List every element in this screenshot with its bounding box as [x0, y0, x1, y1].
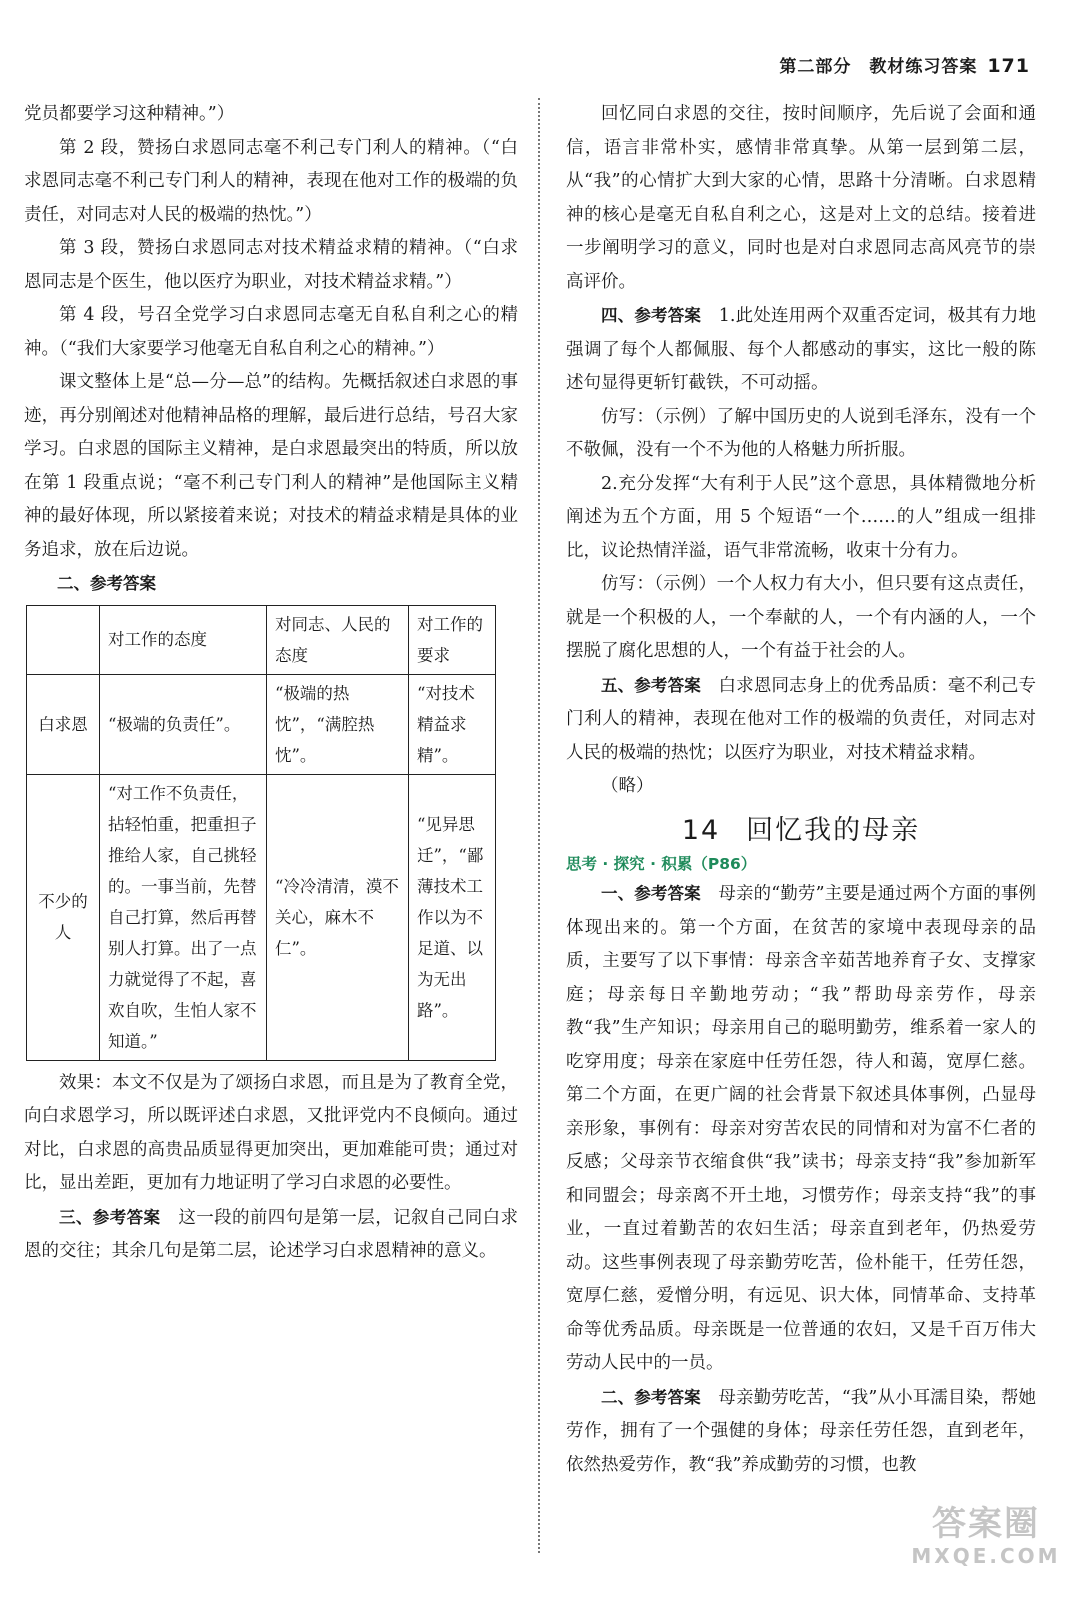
watermark-logo — [906, 1504, 1066, 1574]
section-text: 母亲的“勤劳”主要是通过两个方面的事例体现出来的。第一个方面，在贫苦的家境中表现母亲的品质，主要写了以下事情：母亲含辛茹苦地养育子女、支撑家庭；母亲每日辛勤地劳动；“我”帮助母亲劳作，母亲教“我”生产知识；母亲用自己的聪明勤劳，维系着一家人的吃穿用度；母亲在家庭中任劳任怨，待人和蔼，宽厚仁慈。第二个方面，在更广阔的社会背景下叙述具体事例，凸显母亲形象，事例有：母亲对穷苦农民的同情和对为富不仁者的反感；父母亲节衣缩食供“我”读书；母亲支持“我”参加新军和同盟会；母亲离不开土地，习惯劳作；母亲支持“我”的事业，一直过着勤苦的农妇生活；母亲直到老年，仍热爱劳动。这些事例表现了母亲勤劳吃苦，俭朴能干，任劳任怨，宽厚仁慈，爱憎分明，有远见、识大体，同情革命、支持革命等优秀品质。母亲既是一位普通的农妇，又是千百万伟大劳动人民中的一员。 — [566, 884, 1036, 1373]
page-number: 171 — [987, 55, 1030, 77]
paragraph: 第 2 段，赞扬白求恩同志毫不利己专门利人的精神。（“白求恩同志毫不利己专门利人的精神，表现在他对工作的极端的负责任，对同志对人民的极端的热忱。”） — [24, 137, 518, 225]
section-title: 二、参考答案 — [601, 1387, 701, 1407]
paragraph: 效果：本文不仅是为了颂扬白求恩，而且是为了教育全党，向白求恩学习，所以既评述白求恩，又批评党内不良倾向。通过对比，白求恩的高贵品质显得更加突出，更加难能可贵；通过对比，显出差距，更加有力地证明了学习白求恩的必要性。 — [24, 1072, 518, 1193]
table-row — [27, 774, 496, 1060]
paragraph — [566, 299, 1036, 401]
section-title: 四、参考答案 — [601, 306, 702, 325]
table-cell: “对技术精益求精”。 — [409, 674, 496, 774]
section-label: 思考 · 探究 · 积累（P86） — [566, 855, 757, 873]
lesson-title — [566, 814, 1036, 848]
answer-table — [26, 605, 496, 1061]
section-text: 白求恩同志身上的优秀品质：毫不利己专门利人的精神，表现在他对工作的极端的负责任，对同志对人民的极端的热忱；以医疗为职业，对技术精益求精。 — [566, 675, 1037, 763]
section-title: 一、参考答案 — [601, 884, 701, 903]
table-header-cell: 对同志、人民的态度 — [267, 605, 409, 674]
table-header-cell: 对工作的态度 — [100, 605, 267, 674]
paragraph — [566, 1381, 1036, 1483]
section-title: 五、参考答案 — [601, 675, 701, 695]
paragraph: 仿写：（示例）一个人权力有大小，但只要有这点责任，就是一个积极的人，一个奉献的人，一个有内涵的人，一个摆脱了腐化思想的人，一个有益于社会的人。 — [566, 574, 1036, 661]
lesson-number: 14 — [681, 814, 721, 846]
page-header — [779, 52, 1030, 77]
paragraph — [24, 1201, 518, 1269]
paragraph: 第 4 段，号召全党学习白求恩同志毫无自私自利之心的精神。（“我们大家要学习他毫无自私自利之心的精神。”） — [24, 305, 518, 359]
paragraph: 课文整体上是“总—分—总”的结构。先概括叙述白求恩的事迹，再分别阐述对他精神品格的理解，最后进行总结，号召大家学习。白求恩的国际主义精神，是白求恩最突出的特质，所以放在第 1 段重点说；“毫不利己专门利人的精神”是他国际主义精神的最好体现，所以紧接着来说；对技术的精益求精是具体的业务追求，放在后边说。 — [24, 372, 518, 560]
table-cell: “极端的负责任”。 — [100, 674, 267, 774]
paragraph: 回忆同白求恩的交往，按时间顺序，先后说了会面和通信，语言非常朴实，感情非常真挚。从第一层到第二层，从“我”的心情扩大到大家的心情，思路十分清晰。白求恩精神的核心是毫无自私自利之心，这是对上文的总结。接着进一步阐明学习的意义，同时也是对白求恩同志高风亮节的崇高评价。 — [566, 104, 1036, 292]
left-column — [24, 98, 518, 1269]
paragraph: 仿写：（示例）了解中国历史的人说到毛泽东，没有一个不敬佩，没有一个不为他的人格魅力所折服。 — [566, 406, 1036, 460]
watermark-text: 答案圈 — [932, 1504, 1040, 1544]
paragraph — [566, 669, 1036, 771]
paragraph: （略） — [601, 776, 654, 796]
section-text: 1.此处连用两个双重否定词，极其有力地强调了每个人都佩服、每个人都感动的事实，这比一般的陈述句显得更斩钉截铁，不可动摇。 — [566, 306, 1037, 393]
row-label: 白求恩 — [27, 674, 100, 774]
table-header-cell — [27, 605, 100, 674]
table-cell: “冷冷清清，漠不关心，麻木不仁”。 — [267, 774, 409, 1060]
section-text: 母亲勤劳吃苦，“我”从小耳濡目染，帮她劳作，拥有了一个强健的身体；母亲任劳任怨，直到老年，依然热爱劳作，教“我”养成勤劳的习惯，也教 — [566, 1387, 1036, 1475]
watermark-url: MXQE.COM — [911, 1544, 1061, 1568]
row-label: 不少的人 — [27, 774, 100, 1060]
right-column — [566, 98, 1036, 1482]
section-text: 这一段的前四句是第一层，记叙自己同白求恩的交往；其余几句是第二层，论述学习白求恩精神的意义。 — [24, 1207, 519, 1261]
column-divider — [538, 98, 540, 1553]
paragraph — [566, 877, 1036, 1381]
header-section: 第二部分 教材练习答案 — [779, 57, 978, 77]
paragraph: 党员都要学习这种精神。”） — [24, 104, 235, 124]
paragraph: 2.充分发挥“大有利于人民”这个意思，具体精微地分析阐述为五个方面，用 5 个短语“一个……的人”组成一组排比，议论热情洋溢，语气非常流畅，收束十分有力。 — [566, 473, 1036, 561]
table-cell: “对工作不负责任，拈轻怕重，把重担子推给人家，自己挑轻的。一事当前，先替自己打算，然后再替别人打算。出了一点力就觉得了不起，喜欢自吹，生怕人家不知道。” — [100, 774, 267, 1060]
table-cell: “极端的热忱”，“满腔热忱”。 — [267, 674, 409, 774]
paragraph: 第 3 段，赞扬白求恩同志对技术精益求精的精神。（“白求恩同志是个医生，他以医疗为职业，对技术精益求精。”） — [24, 238, 518, 292]
lesson-name: 回忆我的母亲 — [746, 814, 921, 846]
table-cell: “见异思迁”，“鄙薄技术工作以为不足道、以为无出路”。 — [409, 774, 496, 1060]
table-header-cell: 对工作的要求 — [409, 605, 496, 674]
table-header-row — [27, 605, 496, 674]
section-title: 二、参考答案 — [57, 574, 156, 593]
section-title: 三、参考答案 — [59, 1207, 161, 1227]
table-row — [27, 674, 496, 774]
